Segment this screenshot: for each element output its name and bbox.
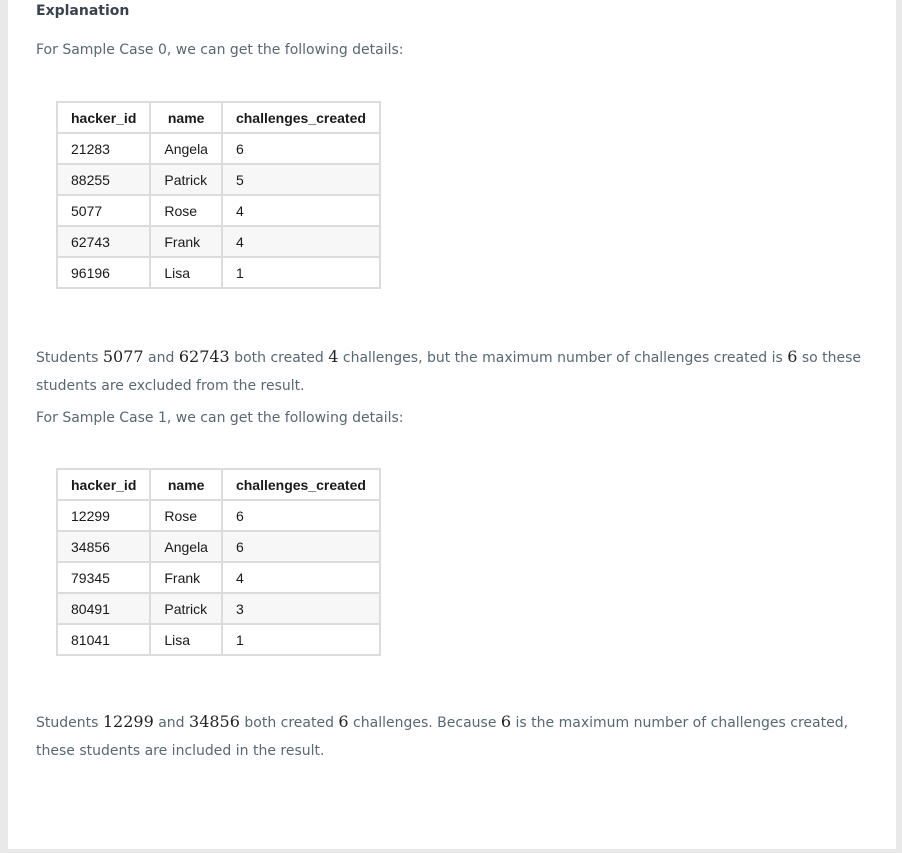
problem-card xyxy=(8,0,896,849)
table-cell: Rose xyxy=(150,195,222,226)
math-number: 12299 xyxy=(102,712,154,731)
table-row xyxy=(57,226,380,257)
table-cell: Frank xyxy=(150,562,222,593)
explanation-text: and xyxy=(143,350,179,366)
table-cell: 4 xyxy=(222,562,380,593)
explanation-text: Students xyxy=(36,350,103,366)
column-header: hacker_id xyxy=(57,469,150,500)
table-cell: Lisa xyxy=(150,257,222,288)
table-row xyxy=(57,531,380,562)
explanation-text: and xyxy=(153,715,190,731)
table-row xyxy=(57,593,380,624)
table-cell: 1 xyxy=(222,624,380,655)
explanation-text: both created xyxy=(229,350,329,366)
table-cell: 80491 xyxy=(57,593,150,624)
case0-table xyxy=(56,101,381,289)
case1-intro: For Sample Case 1, we can get the following details: xyxy=(36,410,404,426)
explanation-heading: Explanation xyxy=(36,3,130,19)
table-cell: 1 xyxy=(222,257,380,288)
table-cell: Lisa xyxy=(150,624,222,655)
column-header: name xyxy=(150,469,222,500)
column-header: challenges_created xyxy=(222,102,380,133)
table-row xyxy=(57,195,380,226)
table-cell: 4 xyxy=(222,226,380,257)
math-number: 6 xyxy=(787,347,798,366)
column-header: name xyxy=(150,102,222,133)
math-number: 4 xyxy=(328,347,339,366)
table-cell: Angela xyxy=(150,133,222,164)
table-cell: 5 xyxy=(222,164,380,195)
explanation-text: Students xyxy=(36,715,103,731)
table-row xyxy=(57,257,380,288)
case0-intro: For Sample Case 0, we can get the following details: xyxy=(36,42,404,58)
table-cell: 6 xyxy=(222,133,380,164)
table-row xyxy=(57,133,380,164)
table-cell: 62743 xyxy=(57,226,150,257)
table-cell: 88255 xyxy=(57,164,150,195)
table-cell: 34856 xyxy=(57,531,150,562)
table-cell: Angela xyxy=(150,531,222,562)
math-number: 5077 xyxy=(102,347,144,366)
math-number: 34856 xyxy=(189,712,240,731)
table-row xyxy=(57,562,380,593)
table-cell: 79345 xyxy=(57,562,150,593)
math-number: 6 xyxy=(500,712,512,731)
table-row xyxy=(57,500,380,531)
table-cell: 96196 xyxy=(57,257,150,288)
math-number: 62743 xyxy=(178,347,230,366)
table-cell: 6 xyxy=(222,531,380,562)
table-cell: Patrick xyxy=(150,164,222,195)
table-cell: 21283 xyxy=(57,133,150,164)
explanation-text: challenges. Because xyxy=(348,715,501,731)
math-number: 6 xyxy=(338,712,349,731)
table-header-row xyxy=(57,102,380,133)
case0-explanation xyxy=(36,343,866,400)
table-cell: Frank xyxy=(150,226,222,257)
table-cell: 6 xyxy=(222,500,380,531)
explanation-text: so these students are excluded from the result. xyxy=(36,350,862,394)
table-cell: 3 xyxy=(222,593,380,624)
table-cell: Patrick xyxy=(150,593,222,624)
table-row xyxy=(57,624,380,655)
table-cell: 4 xyxy=(222,195,380,226)
explanation-text: challenges, but the maximum number of challenges created is xyxy=(338,350,788,366)
explanation-text: both created xyxy=(239,715,339,731)
table-header-row xyxy=(57,469,380,500)
table-cell: 5077 xyxy=(57,195,150,226)
table-cell: 12299 xyxy=(57,500,150,531)
column-header: challenges_created xyxy=(222,469,380,500)
table-cell: Rose xyxy=(150,500,222,531)
column-header: hacker_id xyxy=(57,102,150,133)
table-cell: 81041 xyxy=(57,624,150,655)
explanation-text: is the maximum number of challenges created, these students are included in the result. xyxy=(36,715,849,759)
case1-table xyxy=(56,468,381,656)
table-row xyxy=(57,164,380,195)
case1-explanation xyxy=(36,708,866,765)
